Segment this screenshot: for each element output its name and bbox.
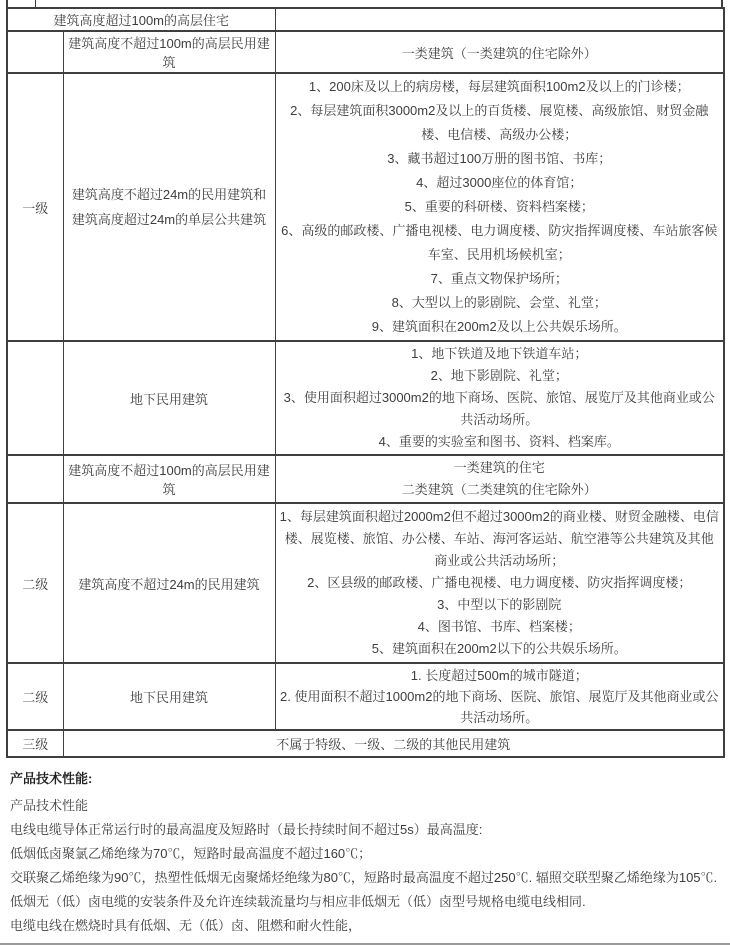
table-row-level1-highrise (7, 455, 724, 503)
detail-list-cell (275, 73, 724, 341)
detail-list-cell (275, 455, 724, 503)
top-cut-row-divider (35, 0, 36, 7)
detail-item: 4、重要的实验室和图书、资料、档案库。 (378, 434, 620, 449)
detail-item: 4、超过3000座位的体育馆； (416, 175, 583, 190)
building-cell: 不属于特级、一级、二级的其他民用建筑 (63, 730, 724, 757)
detail-item: 9、建筑面积在200m2及以上公共娱乐场所。 (371, 319, 627, 334)
detail-item: 7、重点文物保护场所； (430, 271, 568, 286)
level-cell: 一级 (7, 73, 63, 341)
detail-item: 6、高级的邮政楼、广播电视楼、电力调度楼、防灾指挥调度楼、车站旅客候车室、民用机场候机室； (281, 223, 718, 262)
detail-item: 3、藏书超过100万册的图书馆、书库； (387, 151, 612, 166)
level-cell-empty (7, 31, 63, 73)
table-row-level3 (7, 730, 724, 757)
fire-rating-table (6, 7, 725, 758)
table-row-level2-underground (7, 663, 724, 730)
table-row-highrise-under-100 (7, 31, 724, 73)
category-cell-empty (275, 8, 724, 31)
category-cell: 一类建筑（一类建筑的住宅除外） (275, 31, 724, 73)
note-line: 低烟无（低）卤电缆的安装条件及允许连续载流量均与相应非低烟无（低）卤型号规格电缆电线相同. (10, 894, 586, 909)
note-line: 产品技术性能 (10, 798, 89, 813)
level-cell: 二级 (7, 663, 63, 730)
detail-item: 5、建筑面积在200m2以下的公共娱乐场所。 (371, 641, 627, 656)
level-cell: 三级 (7, 730, 63, 757)
table-row-level1-general (7, 73, 724, 341)
building-cell: 建筑高度不超过24m的民用建筑 (63, 503, 275, 663)
detail-item: 2、区县级的邮政楼、广播电视楼、电力调度楼、防灾指挥调度楼； (307, 575, 692, 590)
note-line: 电缆电线在燃烧时具有低烟、无（低）卤、阻燃和耐火性能， (10, 918, 362, 933)
note-line: 电线电缆导体正常运行时的最高温度及短路时（最长持续时间不超过5s）最高温度: (10, 822, 483, 837)
detail-item: 3、中型以下的影剧院 (437, 597, 562, 612)
building-cell: 建筑高度不超过100m的高层民用建筑 (63, 31, 275, 73)
level-cell-empty (7, 341, 63, 455)
detail-list-cell (275, 663, 724, 730)
table-row-level2-general (7, 503, 724, 663)
detail-item: 5、重要的科研楼、资料档案楼； (404, 199, 594, 214)
detail-item: 3、使用面积超过3000m2的地下商场、医院、旅馆、展览厅及其他商业或公共活动场所。 (283, 390, 715, 427)
notes-title: 产品技术性能: (10, 771, 93, 786)
detail-item: 8、大型以上的影剧院、会堂、礼堂； (391, 295, 607, 310)
level-cell: 二级 (7, 503, 63, 663)
detail-item: 1、每层建筑面积超过2000m2但不超过3000m2的商业楼、财贸金融楼、电信楼、展览楼、旅馆、办公楼、车站、海河客运站、航空港等公共建筑及其他商业或公共活动场所； (279, 509, 719, 568)
detail-list-cell (275, 341, 724, 455)
notes-section (10, 768, 730, 933)
building-cell: 建筑高度不超过100m的高层民用建筑 (63, 455, 275, 503)
building-cell: 建筑高度不超过24m的民用建筑和建筑高度超过24m的单层公共建筑 (63, 73, 275, 341)
detail-item: 2、地下影剧院、礼堂； (430, 368, 568, 383)
note-line: 交联聚乙烯绝缘为90℃，热塑性低烟无卤聚烯烃绝缘为80℃，短路时最高温度不超过250℃. 辐照交联型聚乙烯绝缘为105℃. (10, 870, 718, 885)
building-cell: 地下民用建筑 (63, 663, 275, 730)
detail-item: 2. 使用面积不超过1000m2的地下商场、医院、旅馆、展览厅及其他商业或公共活动场所。 (280, 689, 719, 725)
detail-item: 2、每层建筑面积3000m2及以上的百货楼、展览楼、高级旅馆、财贸金融楼、电信楼、高级办公楼； (290, 103, 709, 142)
detail-item: 1、200床及以上的病房楼，每层建筑面积100m2及以上的门诊楼； (308, 79, 690, 94)
building-cell: 地下民用建筑 (63, 341, 275, 455)
detail-item: 二类建筑（二类建筑的住宅除外） (401, 482, 597, 497)
note-line: 低烟低卤聚氯乙烯绝缘为70℃，短路时最高温度不超过160℃； (10, 846, 372, 861)
table-row-highrise-over-100 (7, 8, 724, 31)
level-cell-empty (7, 455, 63, 503)
detail-item: 一类建筑的住宅 (453, 460, 545, 475)
top-cut-row (6, 0, 723, 7)
detail-item: 1、地下铁道及地下铁道车站； (411, 346, 588, 361)
detail-item: 1. 长度超过500m的城市隧道； (410, 668, 588, 683)
building-cell: 建筑高度超过100m的高层住宅 (7, 8, 275, 31)
detail-item: 4、图书馆、书库、档案楼； (417, 619, 581, 634)
table-row-level1-underground (7, 341, 724, 455)
detail-list-cell (275, 503, 724, 663)
